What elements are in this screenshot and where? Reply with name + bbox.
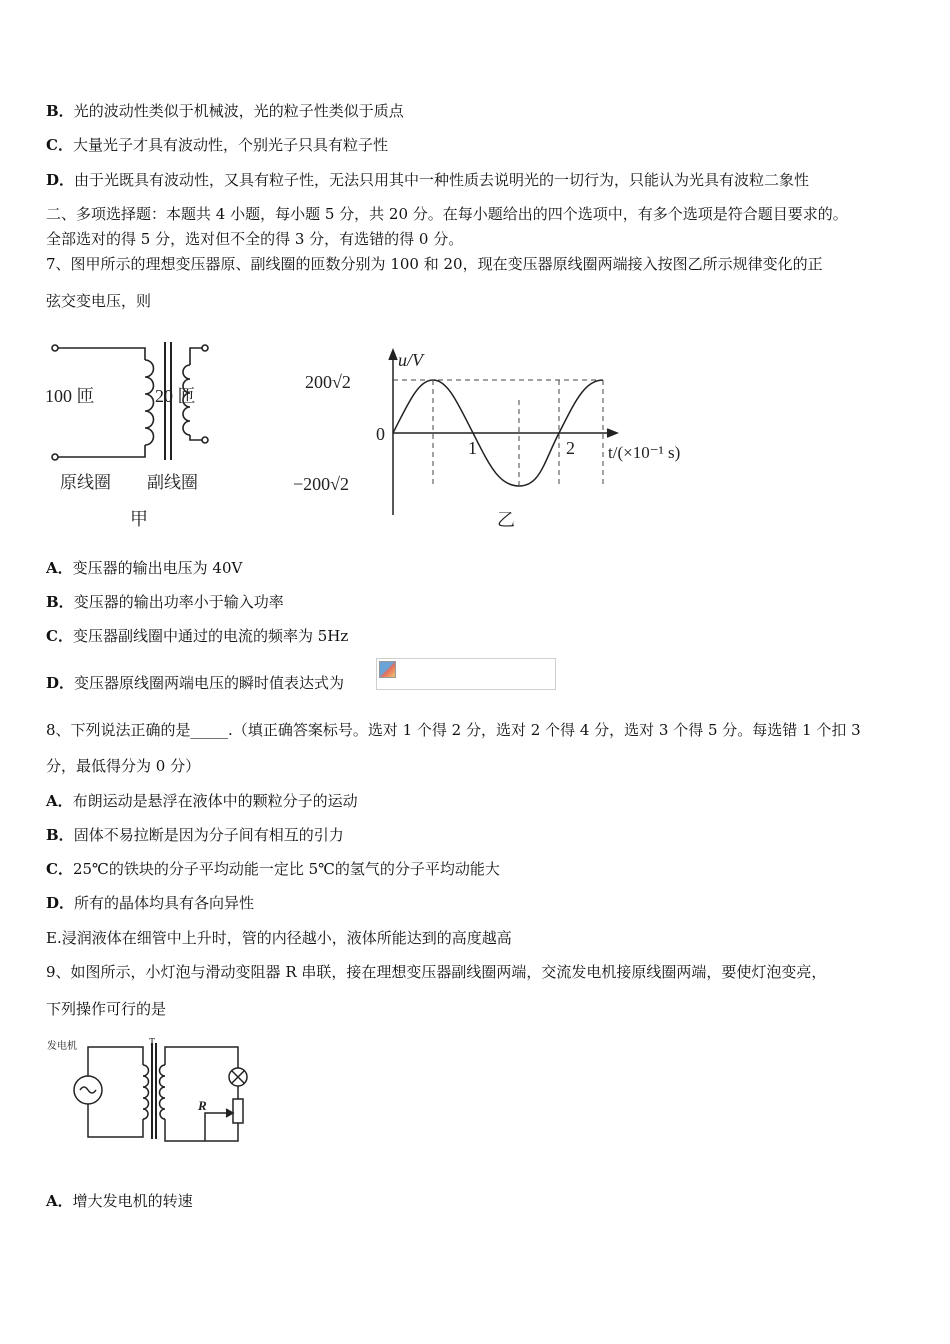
option-text: 变压器原线圈两端电压的瞬时值表达式为 [74,674,345,692]
generator-label: 发电机 [47,1041,77,1052]
q7-option-d [46,673,344,693]
q8-option-d [46,893,254,913]
option-label: C． [46,860,73,878]
figure-circuit-q9 [45,1035,265,1150]
primary-coil-label: 原线圈 [60,473,111,492]
y-max-label: 200√2 [305,372,351,392]
origin-label: 0 [376,424,385,444]
option-text: 由于光既具有波动性，又具有粒子性，无法只用其中一种性质去说明光的一切行为，只能认为光具有波粒二象性 [74,171,810,189]
q9-option-a [46,1191,193,1211]
option-text: 变压器副线圈中通过的电流的频率为 5Hz [72,627,349,645]
transformer-label: T [149,1037,156,1048]
option-c-light [46,135,388,155]
broken-formula-image [376,658,556,690]
option-text: 固体不易拉断是因为分子间有相互的引力 [73,826,344,844]
option-d-light [46,170,809,190]
option-text: 大量光子才具有波动性，个别光子只具有粒子性 [72,136,388,154]
figure-transformer-jia [40,330,240,540]
q7-option-b [46,592,284,612]
option-label: A． [46,792,73,810]
question-7-stem-line2: 弦交变电压，则 [46,292,152,310]
figure-caption-yi: 乙 [497,510,515,530]
x-axis-label: t/(×10⁻¹ s) [608,443,681,462]
option-label: B． [46,593,74,611]
option-text: 25℃的铁块的分子平均动能一定比 5℃的氢气的分子平均动能大 [72,860,500,878]
x-tick-2: 2 [566,438,575,458]
option-text: 变压器的输出功率小于输入功率 [73,593,284,611]
q8-option-b [46,825,344,845]
question-9-stem-line1: 9、如图所示，小灯泡与滑动变阻器 R 串联，接在理想变压器副线圈两端，交流发电机接原线圈两端，要使灯泡变亮， [46,963,827,981]
option-label: A． [46,559,73,577]
option-text: 增大发电机的转速 [72,1192,193,1210]
option-label: D． [46,674,75,692]
primary-turns-label: 100 匝 [45,386,95,406]
q7-option-a [46,558,242,578]
section-heading-line2: 全部选对的得 5 分，选对但不全的得 3 分，有选错的得 0 分。 [46,230,464,248]
figure-caption-jia: 甲 [130,509,148,529]
option-label: D． [46,894,75,912]
question-8-stem-line1: 8、下列说法正确的是_____.（填正确答案标号。选对 1 个得 2 分，选对 2 个得 4 分，选对 3 个得 5 分。每选错 1 个扣 3 [46,721,861,739]
y-min-label: −200√2 [293,474,350,494]
option-b-light [46,101,404,121]
question-9-stem-line2: 下列操作可行的是 [46,1000,167,1018]
option-text: 所有的晶体均具有各向异性 [74,894,255,912]
option-text: 变压器的输出电压为 40V [72,559,243,577]
figure-voltage-graph-yi [290,340,710,540]
option-label: B． [46,826,74,844]
question-8-stem-line2: 分，最低得分为 0 分） [46,757,201,775]
secondary-coil-label: 副线圈 [147,473,198,492]
y-axis-label: u/V [398,350,423,370]
option-label: B． [46,102,74,120]
question-7-stem-line1: 7、图甲所示的理想变压器原、副线圈的匝数分别为 100 和 20，现在变压器原线圈两端接入按图乙所示规律变化的正 [46,255,823,273]
q8-option-e: E.浸润液体在细管中上升时，管的内径越小，液体所能达到的高度越高 [46,929,512,947]
q8-option-a [46,791,358,811]
resistor-label: R [198,1098,207,1113]
q8-option-c [46,859,500,879]
option-text: 光的波动性类似于机械波，光的粒子性类似于质点 [73,102,404,120]
option-label: C． [46,136,73,154]
broken-image-icon [379,661,396,678]
q7-option-c [46,626,348,646]
option-text: 布朗运动是悬浮在液体中的颗粒分子的运动 [72,792,358,810]
option-label: A． [46,1192,73,1210]
option-label: C． [46,627,73,645]
x-tick-1: 1 [468,438,477,458]
secondary-turns-label: 20 匝 [155,386,196,406]
option-label: D． [46,171,75,189]
section-heading-line1: 二、多项选择题：本题共 4 小题，每小题 5 分，共 20 分。在每小题给出的四个选项中，有多个选项是符合题目要求的。 [46,205,848,223]
